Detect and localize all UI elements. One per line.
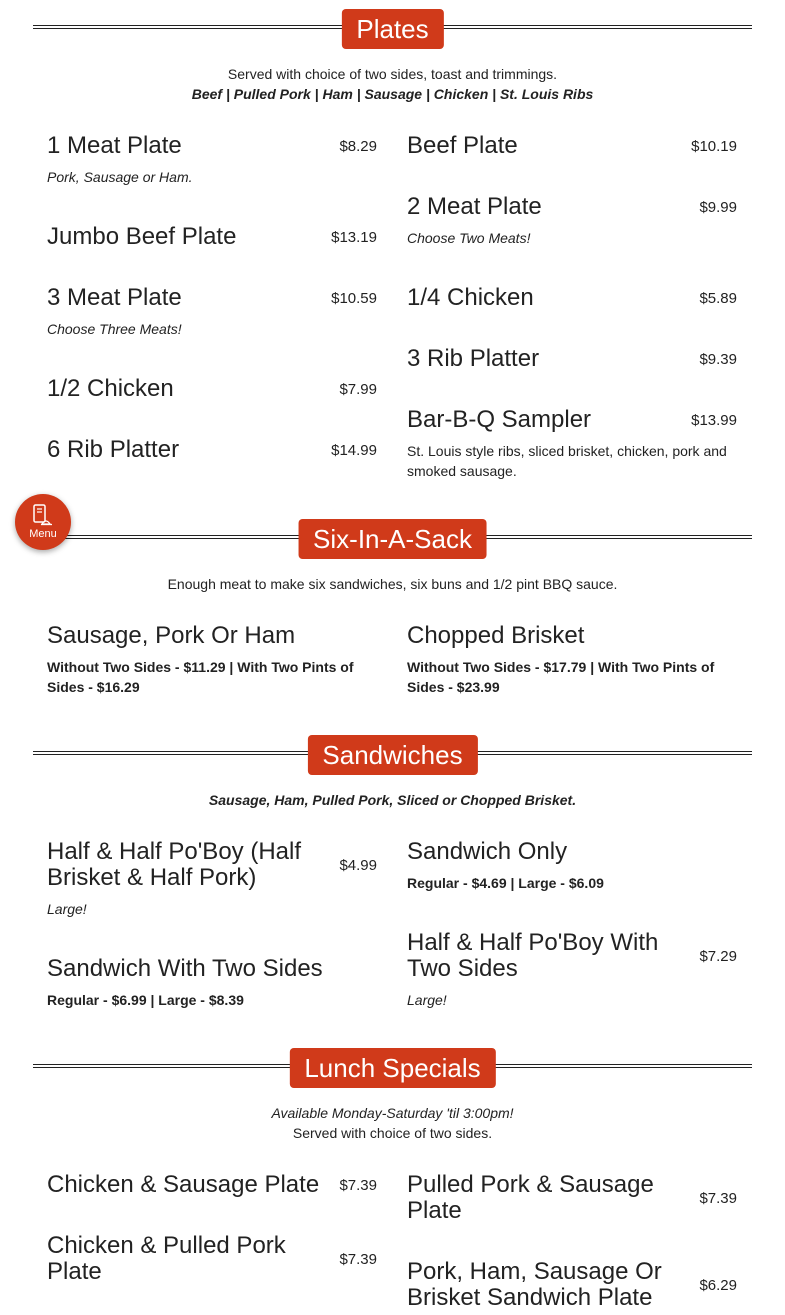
item-name: 6 Rib Platter xyxy=(47,436,180,463)
item-description: Without Two Sides - $11.29 | With Two Pints of Sides - $16.29 xyxy=(47,659,354,695)
plates-meat-options: Beef | Pulled Pork | Ham | Sausage | Chicken | St. Louis Ribs xyxy=(191,86,594,102)
menu-item xyxy=(47,285,377,339)
item-name: Chicken & Sausage Plate xyxy=(47,1171,320,1198)
item-description: Choose Three Meats! xyxy=(47,321,182,337)
item-price: $9.99 xyxy=(699,198,737,216)
item-name: 3 Rib Platter xyxy=(407,345,540,372)
item-price: $7.29 xyxy=(699,947,737,965)
sandwiches-section-header xyxy=(33,735,752,775)
item-description: Large! xyxy=(47,901,87,917)
menu-item xyxy=(407,407,737,481)
item-description: St. Louis style ribs, sliced brisket, chicken, pork and smoked sausage. xyxy=(407,443,727,479)
item-price: $8.29 xyxy=(339,137,377,155)
item-name: 3 Meat Plate xyxy=(47,284,182,311)
item-name: 2 Meat Plate xyxy=(407,193,542,220)
item-name: Bar-B-Q Sampler xyxy=(407,406,592,433)
item-name: Chopped Brisket xyxy=(407,622,585,649)
menu-item xyxy=(407,1172,737,1224)
item-price: $14.99 xyxy=(331,441,377,459)
sack-note: Enough meat to make six sandwiches, six buns and 1/2 pint BBQ sauce. xyxy=(167,576,618,592)
menu-item xyxy=(47,623,377,697)
item-price: $7.39 xyxy=(339,1250,377,1268)
item-price: $7.39 xyxy=(339,1176,377,1194)
item-name: Chicken & Pulled Pork Plate xyxy=(47,1232,286,1285)
lunch-title: Lunch Specials xyxy=(289,1048,495,1088)
menu-item xyxy=(47,1233,377,1285)
menu-item xyxy=(47,956,377,1010)
item-description: Choose Two Meats! xyxy=(407,230,531,246)
menu-item xyxy=(47,839,377,919)
item-name: 1/4 Chicken xyxy=(407,284,534,311)
sandwiches-note: Sausage, Ham, Pulled Pork, Sliced or Chopped Brisket. xyxy=(208,792,577,808)
item-description: Regular - $4.69 | Large - $6.09 xyxy=(407,875,604,891)
menu-item xyxy=(47,376,377,402)
item-description: Regular - $6.99 | Large - $8.39 xyxy=(47,992,244,1008)
menu-item xyxy=(47,224,377,250)
item-price: $13.19 xyxy=(331,228,377,246)
plates-note: Served with choice of two sides, toast and trimmings. xyxy=(227,66,558,82)
item-name: 1 Meat Plate xyxy=(47,132,182,159)
item-name: Pork, Ham, Sausage Or Brisket Sandwich Plate xyxy=(407,1258,662,1311)
menu-item xyxy=(407,839,737,893)
item-name: 1/2 Chicken xyxy=(47,375,174,402)
menu-item xyxy=(47,437,377,463)
item-name: Sausage, Pork Or Ham xyxy=(47,622,296,649)
menu-item xyxy=(407,285,737,311)
menu-item xyxy=(407,930,737,1010)
lunch-section-header xyxy=(33,1048,752,1088)
menu-item xyxy=(407,623,737,697)
sack-section-header xyxy=(33,519,752,559)
item-description: Pork, Sausage or Ham. xyxy=(47,169,193,185)
item-price: $10.19 xyxy=(691,137,737,155)
item-price: $4.99 xyxy=(339,856,377,874)
menu-button-label: Menu xyxy=(29,528,57,540)
item-description: Without Two Sides - $17.79 | With Two Pints of Sides - $23.99 xyxy=(407,659,715,695)
menu-item xyxy=(407,346,737,372)
item-price: $9.39 xyxy=(699,350,737,368)
item-price: $7.39 xyxy=(699,1189,737,1207)
menu-item xyxy=(47,1172,377,1198)
menu-item xyxy=(407,133,737,159)
menu-item xyxy=(407,194,737,248)
menu-button[interactable] xyxy=(15,494,71,550)
item-price: $13.99 xyxy=(691,411,737,429)
plates-title: Plates xyxy=(341,9,443,49)
lunch-note: Served with choice of two sides. xyxy=(292,1125,493,1141)
item-name: Sandwich With Two Sides xyxy=(47,955,323,982)
menu-book-icon xyxy=(33,504,53,526)
item-price: $6.29 xyxy=(699,1276,737,1294)
item-name: Half & Half Po'Boy With Two Sides xyxy=(407,929,659,982)
lunch-availability: Available Monday-Saturday 'til 3:00pm! xyxy=(271,1105,514,1121)
plates-section-header xyxy=(33,9,752,49)
menu-item xyxy=(407,1259,737,1311)
menu-item xyxy=(47,133,377,187)
item-price: $7.99 xyxy=(339,380,377,398)
item-name: Pulled Pork & Sausage Plate xyxy=(407,1171,654,1224)
item-name: Half & Half Po'Boy (Half Brisket & Half Pork) xyxy=(47,838,302,891)
item-name: Sandwich Only xyxy=(407,838,568,865)
sandwiches-title: Sandwiches xyxy=(307,735,477,775)
sack-title: Six-In-A-Sack xyxy=(298,519,487,559)
item-name: Jumbo Beef Plate xyxy=(47,223,237,250)
item-description: Large! xyxy=(407,992,447,1008)
item-price: $5.89 xyxy=(699,289,737,307)
item-name: Beef Plate xyxy=(407,132,518,159)
item-price: $10.59 xyxy=(331,289,377,307)
